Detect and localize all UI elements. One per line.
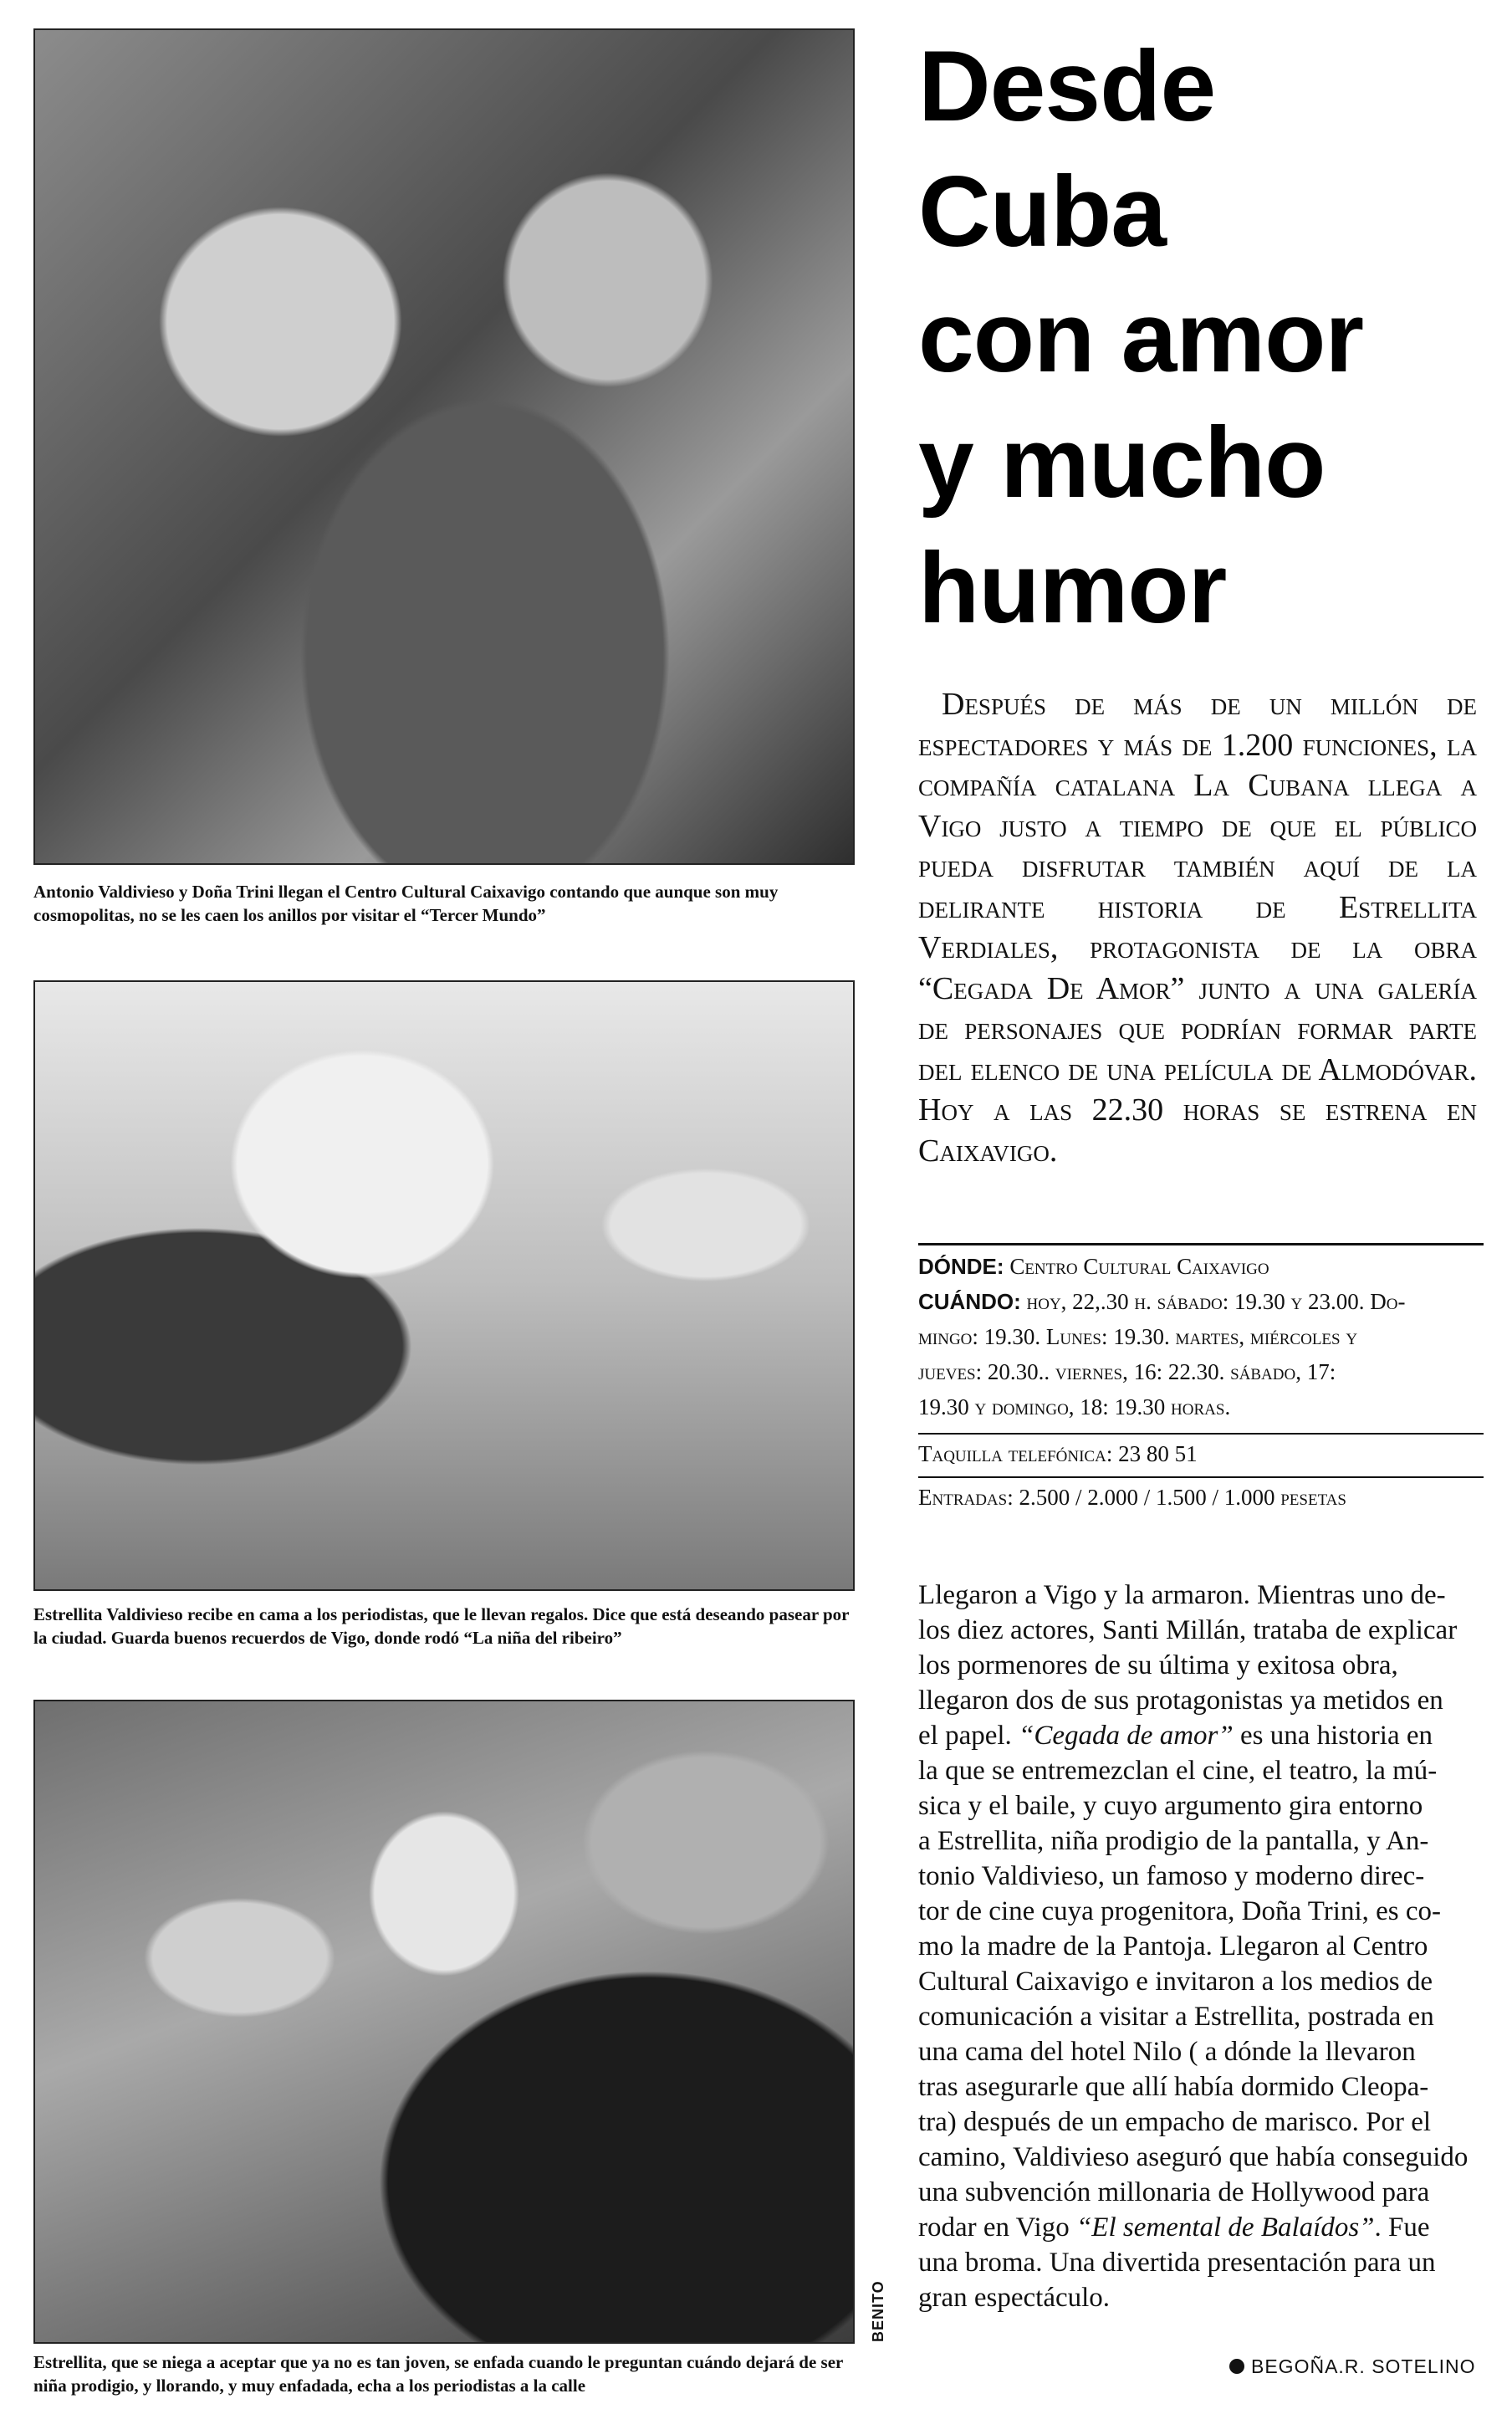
article-body: [918, 1578, 1487, 2315]
body-text-segment: gran espectáculo.: [918, 2283, 1111, 2313]
body-text-segment: . Fue: [1374, 2212, 1430, 2243]
info-when-line: jueves: 20.30.. viernes, 16: 22.30. sábado, 17:: [918, 1359, 1336, 1384]
body-text-segment: tra) después de un empacho de marisco. Por el: [918, 2107, 1432, 2137]
body-line: [918, 1683, 1487, 1718]
headline-line: humor: [918, 532, 1227, 644]
body-line: [918, 1613, 1487, 1648]
body-text-segment: Cultural Caixavigo e invitaron a los medios de: [918, 1967, 1433, 1997]
info-when-line: hoy, 22,.30 h. sábado: 19.30 y 23.00. Do-: [1026, 1289, 1406, 1314]
body-line: [918, 2140, 1487, 2175]
body-line: [918, 1788, 1487, 1823]
body-text-segment: tor de cine cuya progenitora, Doña Trini, es co-: [918, 1896, 1442, 1926]
headline-line: Desde: [918, 30, 1216, 142]
byline: [1229, 2355, 1476, 2378]
body-line: [918, 1823, 1487, 1859]
headline: [918, 23, 1495, 651]
body-line: [918, 1929, 1487, 1964]
info-tickets: Entradas: 2.500 / 2.000 / 1.500 / 1.000 pesetas: [918, 1485, 1346, 1510]
body-text-segment: llegaron dos de sus protagonistas ya metidos en: [918, 1685, 1443, 1716]
body-line: [918, 2105, 1487, 2140]
body-line: [918, 2175, 1487, 2210]
info-where-label: DÓNDE:: [918, 1254, 1004, 1279]
body-text-segment: comunicación a visitar a Estrellita, postrada en: [918, 2002, 1434, 2032]
photo-caption-1: Antonio Valdivieso y Doña Trini llegan el Centro Cultural Caixavigo contando que aunque son muy cosmopolitas, no se les caen los anillos por visitar el “Tercer Mundo”: [33, 882, 779, 925]
info-where-value: Centro Cultural Caixavigo: [1009, 1254, 1269, 1279]
body-line: [918, 2034, 1487, 2069]
headline-line: Cuba: [918, 156, 1166, 268]
body-text-segment: es una historia en: [1233, 1721, 1433, 1751]
body-text-segment: una subvención millonaria de Hollywood para: [918, 2177, 1430, 2207]
body-text-segment: una cama del hotel Nilo ( a dónde la llevaron: [918, 2037, 1416, 2067]
photo-credit: BENITO: [870, 2280, 886, 2342]
body-line: [918, 1964, 1487, 1999]
body-text-segment: una broma. Una divertida presentación para un: [918, 2248, 1436, 2278]
info-when: [918, 1284, 1405, 1319]
bullet-icon: [1229, 2359, 1244, 2374]
body-line: [918, 2069, 1487, 2105]
body-line: [918, 1859, 1487, 1894]
body-text-segment: los diez actores, Santi Millán, trataba de explicar: [918, 1615, 1458, 1645]
lead-paragraph: Después de más de un millón de espectadores y más de 1.200 funciones, la compañía catalana La Cubana llega a Vigo justo a tiempo de que el público pueda disfrutar también aquí de la delirante historia de Estrellita Verdiales, protagonista de la obra “Cegada De Amor” junto a una galería de personajes que podrían formar parte del elenco de una película de Almodóvar. Hoy a las 22.30 horas se estrena en Caixavigo.: [918, 687, 1477, 1169]
info-when-line: 19.30 y domingo, 18: 19.30 horas.: [918, 1394, 1231, 1419]
photo-estrellita-trini-antonio: [33, 1700, 855, 2344]
body-text-segment: los pormenores de su última y exitosa obra,: [918, 1650, 1398, 1680]
body-text-segment: rodar en Vigo: [918, 2212, 1076, 2243]
info-box: [918, 1243, 1484, 1529]
body-line: [918, 1999, 1487, 2034]
info-when-label: CUÁNDO:: [918, 1289, 1021, 1314]
body-text-segment: el papel.: [918, 1721, 1019, 1751]
body-line: [918, 1894, 1487, 1929]
body-line: [918, 1718, 1487, 1753]
headline-line: y mucho: [918, 407, 1326, 519]
photo-estrellita-in-bed: [33, 980, 855, 1591]
body-text-segment: camino, Valdivieso aseguró que había conseguido: [918, 2142, 1469, 2172]
body-italic-title: “El semental de Balaídos”: [1075, 2212, 1375, 2243]
info-box-office: Taquilla telefónica: 23 80 51: [918, 1441, 1198, 1466]
body-line: [918, 2245, 1487, 2280]
body-line: [918, 2280, 1487, 2315]
headline-line: con amor: [918, 281, 1364, 393]
body-text-segment: sica y el baile, y cuyo argumento gira entorno: [918, 1791, 1423, 1821]
body-text-segment: Llegaron a Vigo y la armaron. Mientras uno de-: [918, 1580, 1446, 1610]
body-line: [918, 2210, 1487, 2245]
body-text-segment: tonio Valdivieso, un famoso y moderno direc-: [918, 1861, 1425, 1891]
photo-caption-2: Estrellita Valdivieso recibe en cama a los periodistas, que le llevan regalos. Dice que está deseando pasear por la ciudad. Guarda buenos recuerdos de Vigo, donde rodó “La niña del ribeiro”: [33, 1604, 850, 1648]
body-text-segment: tras asegurarle que allí había dormido Cleopa-: [918, 2072, 1429, 2102]
body-text-segment: la que se entremezclan el cine, el teatro, la mú-: [918, 1756, 1438, 1786]
body-line: [918, 1578, 1487, 1613]
body-line: [918, 1753, 1487, 1788]
photo-antonio-and-trini: [33, 28, 855, 865]
body-text-segment: mo la madre de la Pantoja. Llegaron al Centro: [918, 1931, 1428, 1961]
info-divider: [918, 1476, 1484, 1478]
body-line: [918, 1648, 1487, 1683]
body-italic-title: “Cegada de amor”: [1019, 1721, 1234, 1751]
byline-name: BEGOÑA.R. SOTELINO: [1251, 2355, 1476, 2377]
info-where: [918, 1249, 1269, 1284]
info-divider: [918, 1433, 1484, 1435]
info-when-line: mingo: 19.30. Lunes: 19.30. martes, miércoles y: [918, 1324, 1358, 1349]
body-text-segment: a Estrellita, niña prodigio de la pantalla, y An-: [918, 1826, 1429, 1856]
photo-caption-3: Estrellita, que se niega a aceptar que ya no es tan joven, se enfada cuando le preguntan cuándo dejará de ser niña prodigio, y llorando, y muy enfadada, echa a los periodistas a la calle: [33, 2352, 843, 2396]
